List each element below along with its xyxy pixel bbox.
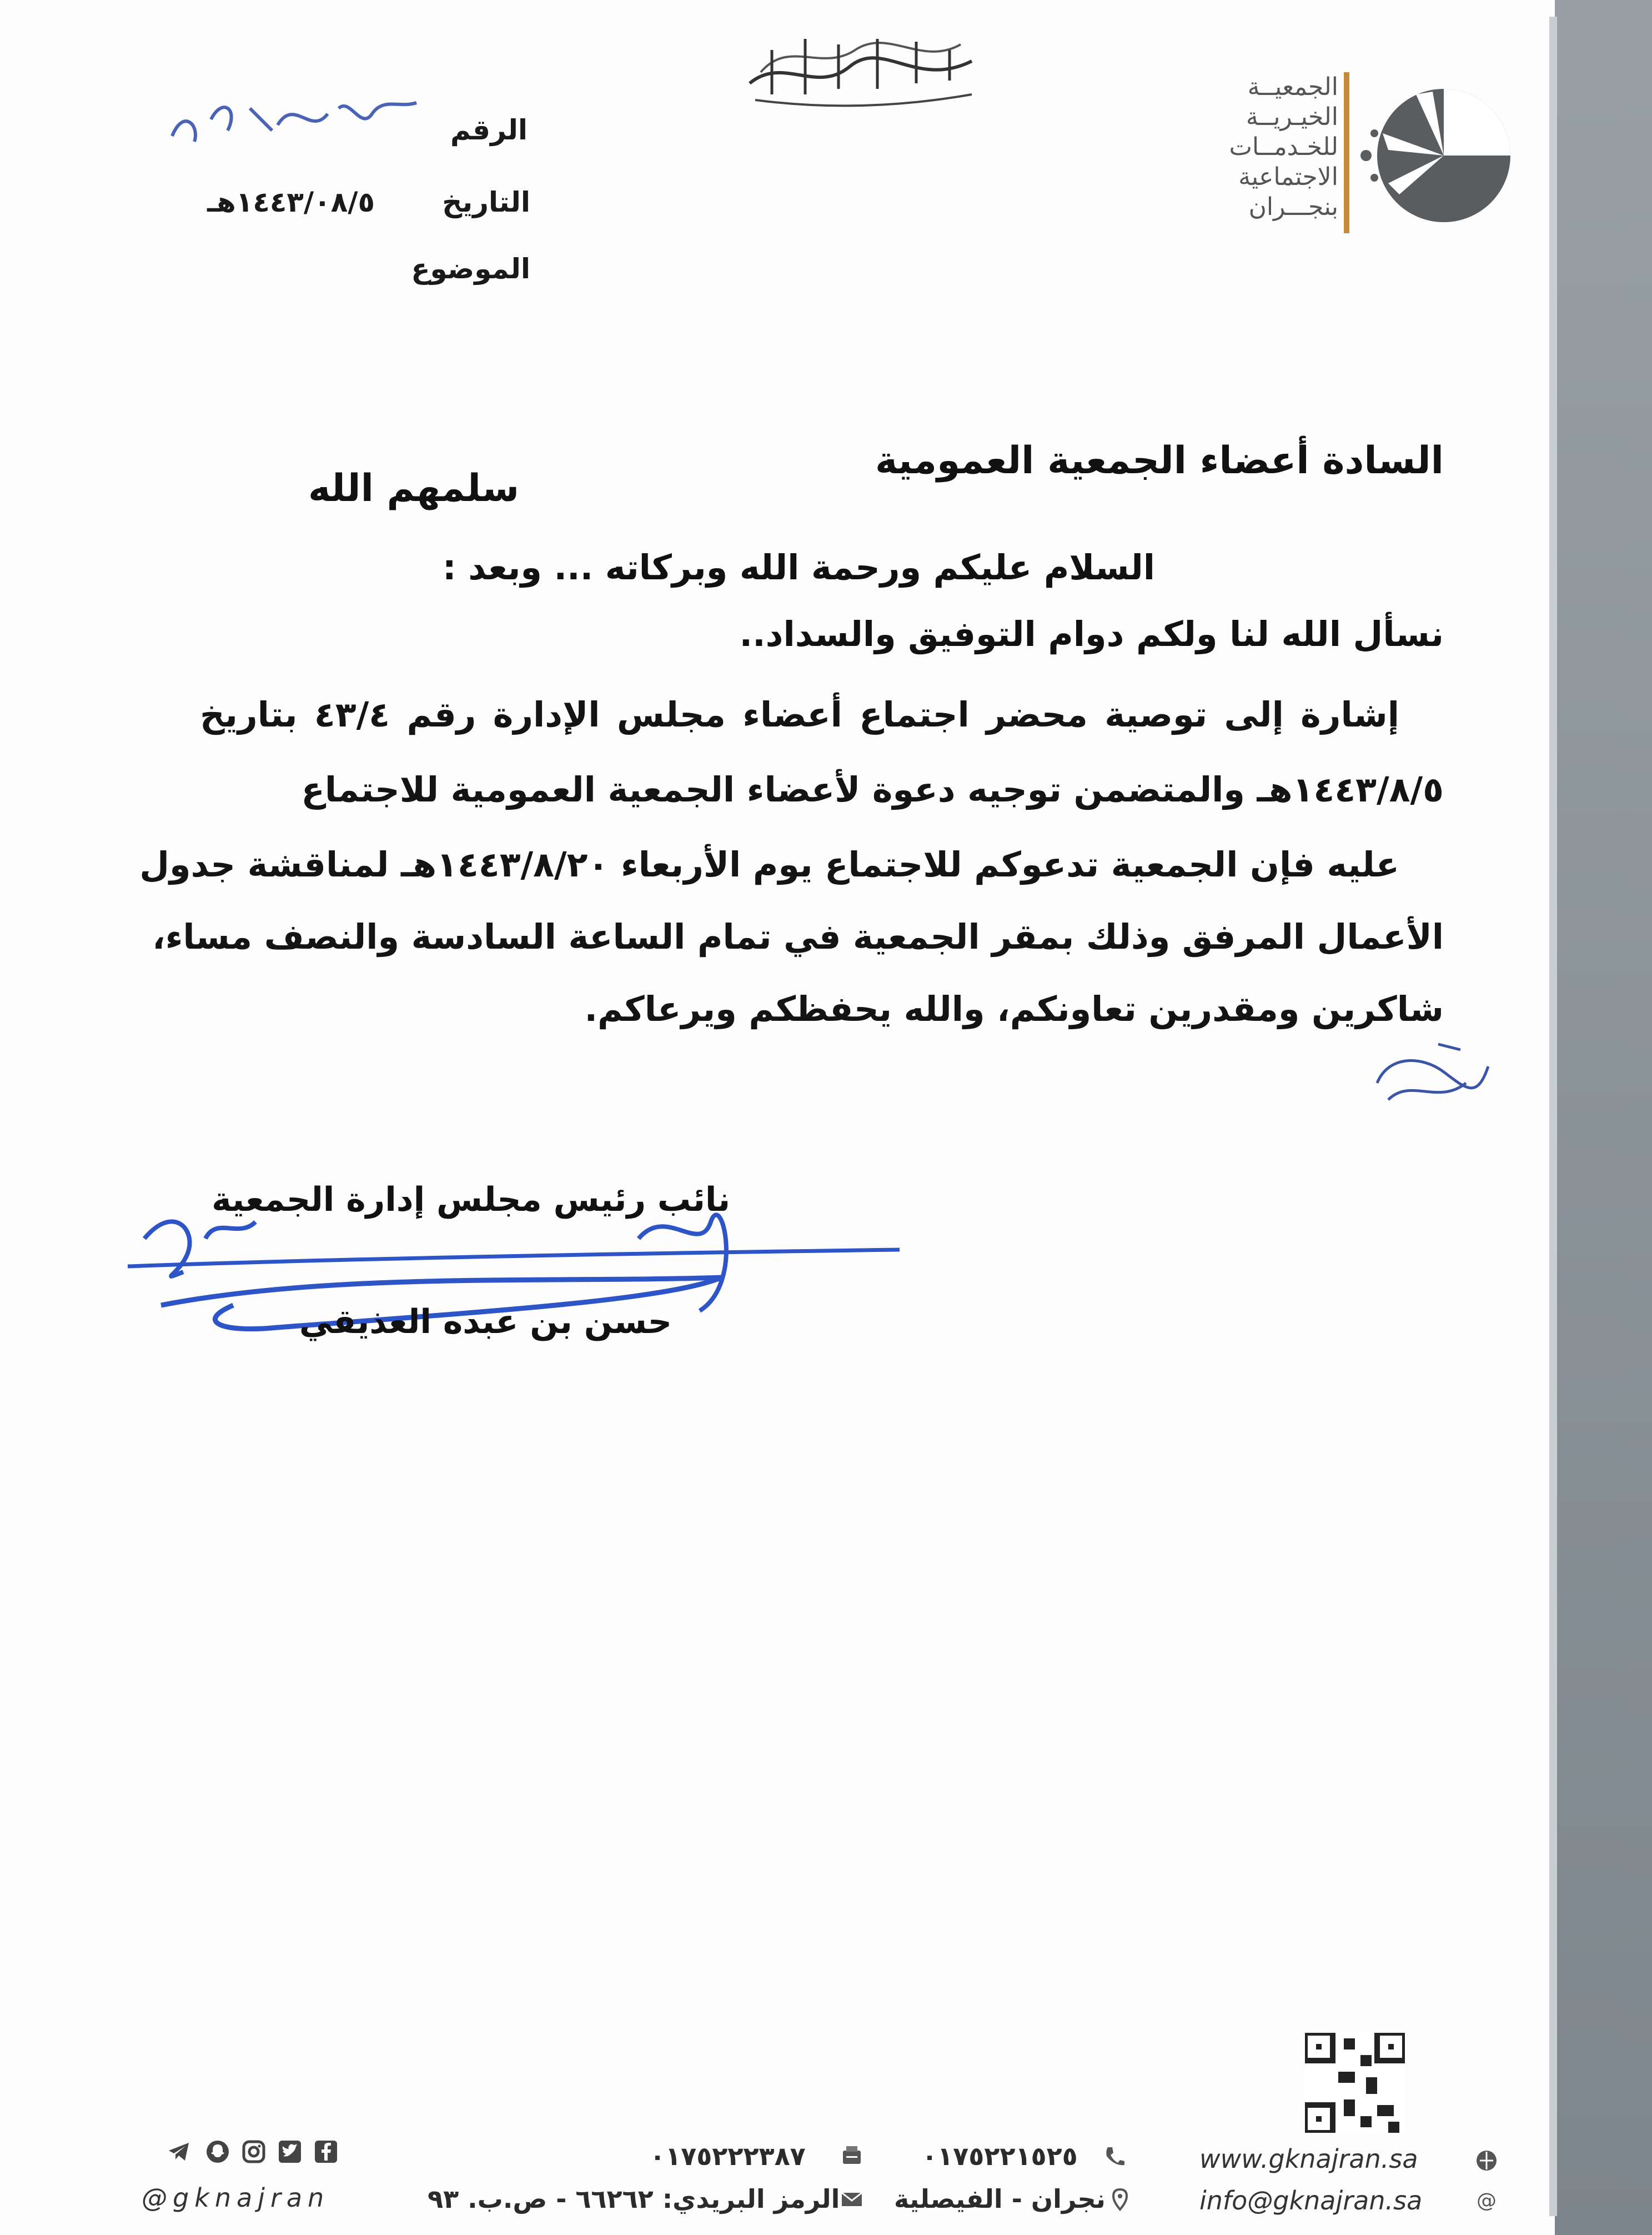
facebook-icon[interactable] [314,2139,338,2164]
subject-label: الموضوع [411,253,530,285]
association-logo-icon [1349,72,1516,239]
logo-line: الاجتماعية [1238,163,1338,191]
fax-number: ٠١٧٥٢٢٢٣٨٧ [650,2141,806,2171]
date-value: ١٤٤٣/٠٨/٥هـ [207,186,375,218]
logo-line: الخيـريــة [1246,103,1338,131]
greeting: السلام عليكم ورحمة الله وبركاته ... وبعد : [442,547,1155,588]
postal-info: الرمز البريدي: ٦٦٢٦٢ - ص.ب. ٩٣ [428,2184,840,2214]
fax-icon [840,2144,864,2168]
snapchat-icon[interactable] [205,2139,230,2164]
salutation-suffix: سلمهم الله [308,467,519,510]
location-pin-icon [1108,2187,1132,2212]
phone-icon [1102,2144,1127,2168]
date-label: التاريخ [442,186,530,218]
paragraph2-line: عليه فإن الجمعية تدعوكم للاجتماع يوم الأربعاء ١٤٤٣/٨/٢٠هـ لمناقشة جدول [139,844,1399,885]
logo-text [1172,72,1338,222]
logo-line: للخـدمــات [1229,133,1338,161]
reference-number-handwritten [161,75,428,153]
instagram-icon[interactable] [242,2139,266,2164]
logo-divider [1344,72,1349,233]
qr-code-icon [1305,2033,1405,2133]
telegram-icon[interactable] [167,2139,191,2164]
logo-line: بنجـــران [1248,193,1338,221]
wish-line: نسأل الله لنا ولكم دوام التوفيق والسداد.. [739,614,1444,654]
signatory-name: حسن بن عبده العذيقي [299,1302,672,1341]
web-icon [1474,2148,1499,2173]
twitter-icon[interactable] [278,2139,302,2164]
paragraph2-line: شاكرين ومقدرين تعاونكم، والله يحفظكم ويرعاكم. [584,989,1444,1029]
phone-number: ٠١٧٥٢٢١٥٢٥ [922,2141,1078,2171]
website[interactable]: www.gknajran.sa [1199,2144,1418,2174]
email[interactable]: info@gknajran.sa [1199,2186,1423,2216]
paragraph1-line: إشارة إلى توصية محضر اجتماع أعضاء مجلس الإدارة رقم ٤٣/٤ بتاريخ [200,694,1399,735]
paragraph1-line: ١٤٤٣/٨/٥هـ والمتضمن توجيه دعوة لأعضاء الجمعية العمومية للاجتماع [301,769,1444,810]
address: نجران - الفيصلية [894,2184,1106,2214]
email-icon [1474,2188,1499,2213]
mail-envelope-icon [840,2187,864,2212]
number-label: الرقم [450,114,528,146]
paragraph2-line: الأعمال المرفق وذلك بمقر الجمعية في تمام الساعة السادسة والنصف مساء، [152,916,1444,957]
signatory-title: نائب رئيس مجلس إدارة الجمعية [212,1180,730,1219]
social-handle[interactable]: @gknajran [142,2183,330,2213]
basmala-calligraphy [739,17,983,111]
side-band [1555,0,1652,2235]
addressee: السادة أعضاء الجمعية العمومية [875,439,1444,483]
logo-line: الجمعيــة [1247,73,1338,101]
side-band-edge [1549,17,1557,2216]
initial-mark-handwritten [1355,1033,1494,1111]
svg-text:@: @ [1477,2189,1497,2212]
